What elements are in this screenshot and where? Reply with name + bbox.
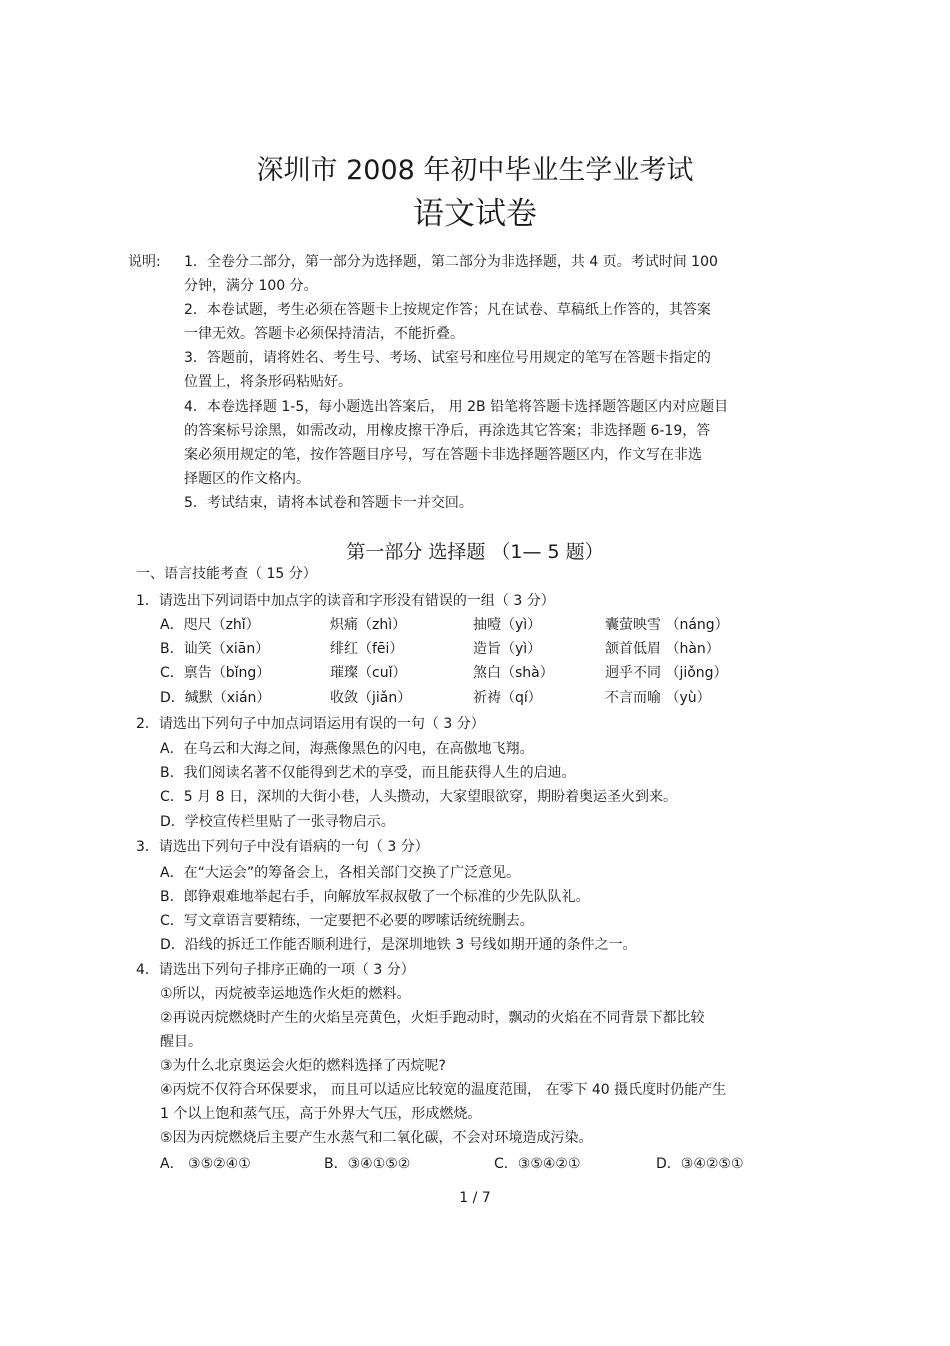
q2-option: B．我们阅读名著不仅能得到艺术的享受，而且能获得人生的启迪。 xyxy=(160,765,576,781)
q1-option-cell: 迥乎不同 （jiǒng） xyxy=(605,665,728,681)
q1-option-cell: A．咫尺（zhǐ） xyxy=(160,617,260,633)
q4-sentence: ①所以，丙烷被幸运地选作火炬的燃料。 xyxy=(160,986,411,1002)
instruction-line: 分钟，满分 100 分。 xyxy=(184,278,318,294)
question-3-stem: 3．请选出下列句子中没有语病的一句（ 3 分） xyxy=(136,839,429,855)
part-title: 第一部分 选择题 （1— 5 题） xyxy=(346,541,604,563)
q1-option-cell: C．禀告（bǐng） xyxy=(160,665,271,681)
q1-option-cell: D．缄默（xián） xyxy=(160,690,271,706)
section-title: 一、语言技能考查（ 15 分） xyxy=(136,566,317,582)
instruction-line: 的答案标号涂黑，如需改动，用橡皮擦干净后，再涂选其它答案；非选择题 6-19，答 xyxy=(184,423,711,439)
q4-sentence: 醒目。 xyxy=(160,1034,202,1050)
q1-option-cell: 绯红（fēi） xyxy=(330,641,404,657)
q4-sentence: ②再说丙烷燃烧时产生的火焰呈亮黄色，火炬手跑动时，飘动的火焰在不同背景下都比较 xyxy=(160,1010,705,1026)
instruction-line: 3．答题前，请将姓名、考生号、考场、试室号和座位号用规定的笔写在答题卡指定的 xyxy=(184,350,711,366)
question-4-stem: 4．请选出下列句子排序正确的一项（ 3 分） xyxy=(136,962,415,978)
instruction-line: 位置上，将条形码粘贴好。 xyxy=(184,374,352,390)
q1-option-cell: 收敛（jiǎn） xyxy=(330,690,412,706)
q1-option-cell: 颔首低眉 （hàn） xyxy=(605,641,720,657)
q2-option: A．在乌云和大海之间，海燕像黑色的闪电，在高傲地飞翔。 xyxy=(160,741,534,757)
instruction-line: 2．本卷试题，考生必须在答题卡上按规定作答；凡在试卷、草稿纸上作答的，其答案 xyxy=(184,302,711,318)
instruction-line: 择题区的作文格内。 xyxy=(184,471,310,487)
q3-option: D．沿线的拆迁工作能否顺利进行，是深圳地铁 3 号线如期开通的条件之一。 xyxy=(160,937,637,953)
q1-option-cell: 祈祷（qí） xyxy=(473,690,542,706)
q1-option-cell: 炽痛（zhì） xyxy=(330,617,407,633)
q4-choice: D．③④②⑤① xyxy=(656,1156,744,1172)
q3-option: C．写文章语言要精练，一定要把不必要的啰嗦话统统删去。 xyxy=(160,913,534,929)
q1-option-cell: 造旨（yì） xyxy=(473,641,542,657)
q4-choice: B．③④①⑤② xyxy=(324,1156,411,1172)
q4-sentence: 1 个以上饱和蒸气压，高于外界大气压，形成燃烧。 xyxy=(160,1106,482,1122)
q1-option-cell: 璀璨（cuǐ） xyxy=(330,665,407,681)
question-1-stem: 1．请选出下列词语中加点字的读音和字形没有错误的一组（ 3 分） xyxy=(136,593,555,609)
instruction-line: 1．全卷分二部分，第一部分为选择题，第二部分为非选择题，共 4 页。考试时间 100 xyxy=(184,254,718,270)
q4-sentence: ④丙烷不仅符合环保要求， 而且可以适应比较宽的温度范围， 在零下 40 摄氏度时仍能产生 xyxy=(160,1082,727,1098)
instruction-line: 案必须用规定的笔，按作答题目序号，写在答题卡非选择题答题区内，作文写在非选 xyxy=(184,447,702,463)
q1-option-cell: 抽噎（yì） xyxy=(473,617,542,633)
q4-sentence: ⑤因为丙烷燃烧后主要产生水蒸气和二氧化碳，不会对环境造成污染。 xyxy=(160,1130,593,1146)
q1-option-cell: 煞白（shà） xyxy=(473,665,554,681)
instructions-label: 说明: xyxy=(128,254,161,270)
instruction-line: 5．考试结束，请将本试卷和答题卡一并交回。 xyxy=(184,495,473,511)
q1-option-cell: B．讪笑（xiān） xyxy=(160,641,270,657)
instruction-line: 一律无效。答题卡必须保持清洁，不能折叠。 xyxy=(184,326,464,342)
q3-option: B．郎铮艰难地举起右手，向解放军叔叔敬了一个标准的少先队队礼。 xyxy=(160,889,590,905)
q3-option: A．在“大运会”的筹备会上，各相关部门交换了广泛意见。 xyxy=(160,865,521,881)
q4-sentence: ③为什么北京奥运会火炬的燃料选择了丙烷呢? xyxy=(160,1058,446,1074)
exam-subtitle: 语文试卷 xyxy=(413,196,537,232)
exam-title: 深圳市 2008 年初中毕业生学业考试 xyxy=(256,155,694,186)
q2-option: C．5 月 8 日，深圳的大街小巷，人头攒动，大家望眼欲穿，期盼着奥运圣火到来。 xyxy=(160,789,677,805)
q2-option: D．学校宣传栏里贴了一张寻物启示。 xyxy=(160,814,395,830)
instruction-line: 4．本卷选择题 1-5，每小题选出答案后， 用 2B 铅笔将答题卡选择题答题区内对应题目 xyxy=(184,399,729,415)
question-2-stem: 2．请选出下列句子中加点词语运用有误的一句（ 3 分） xyxy=(136,716,485,732)
page-number: 1 / 7 xyxy=(459,1190,491,1206)
q4-choice: C．③⑤④②① xyxy=(494,1156,581,1172)
q4-choice: A． ③⑤②④① xyxy=(160,1156,251,1172)
q1-option-cell: 囊萤映雪 （náng） xyxy=(605,617,729,633)
q1-option-cell: 不言而喻 （yù） xyxy=(605,690,711,706)
